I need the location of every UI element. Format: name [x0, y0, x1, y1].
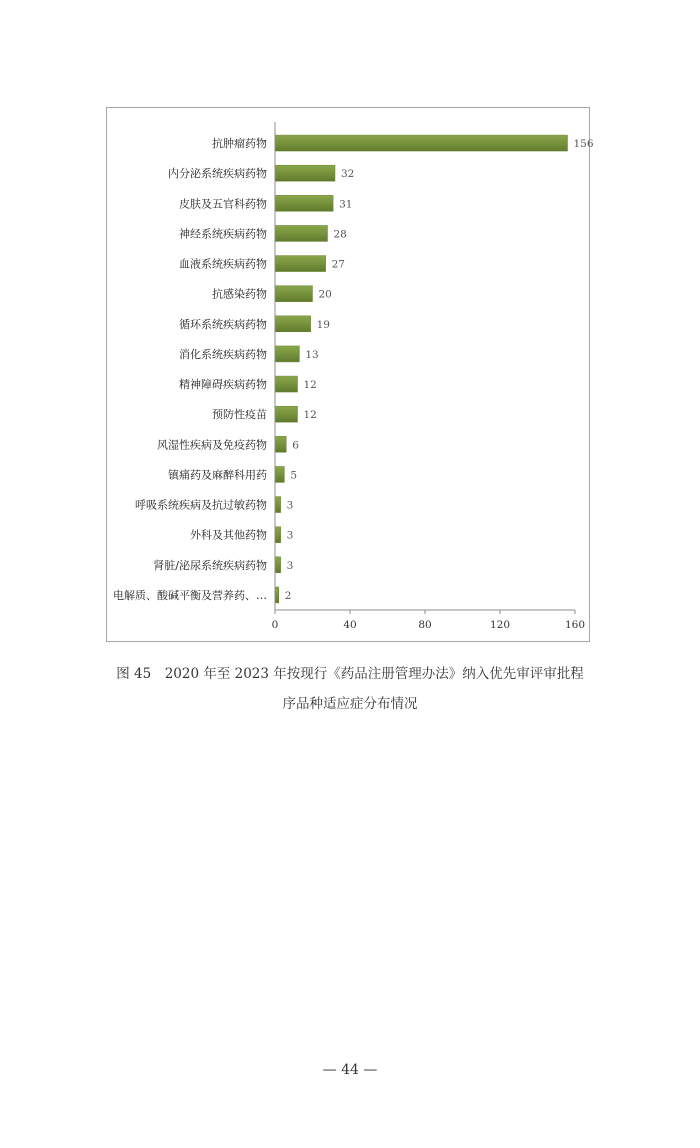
- bar: [275, 225, 328, 241]
- bar: [275, 286, 313, 302]
- data-label: 156: [573, 138, 594, 151]
- bar: [275, 497, 281, 513]
- data-label: 3: [286, 529, 294, 542]
- data-label: 20: [318, 288, 332, 301]
- category-label: 内分泌系统疾病药物: [168, 167, 267, 181]
- bar: [275, 436, 286, 452]
- category-label: 血液系统疾病药物: [179, 257, 267, 271]
- data-label: 28: [333, 228, 347, 241]
- bar: [275, 135, 568, 151]
- data-label: 12: [303, 379, 317, 392]
- category-label: 皮肤及五官科药物: [179, 197, 267, 211]
- chart-frame: [106, 107, 594, 642]
- bar: [275, 316, 311, 332]
- x-tick-label: 120: [489, 619, 511, 631]
- category-label: 预防性疫苗: [212, 408, 267, 422]
- data-label: 6: [292, 439, 299, 452]
- category-label: 神经系统疾病药物: [179, 227, 267, 241]
- bar: [275, 557, 281, 573]
- category-label: 肾脏/泌尿系统疾病药物: [153, 558, 267, 572]
- data-label: 2: [284, 589, 292, 602]
- page-number: — 44 —: [322, 1062, 378, 1078]
- bar: [275, 376, 298, 392]
- category-label: 电解质、酸碱平衡及营养药、…: [113, 588, 267, 602]
- x-tick-label: 0: [271, 619, 279, 631]
- bar: [275, 466, 284, 482]
- x-tick-label: 80: [418, 619, 432, 631]
- bars-layer: [275, 135, 568, 603]
- bar: [275, 406, 298, 422]
- data-label: 12: [303, 409, 317, 422]
- data-label: 32: [341, 168, 355, 181]
- category-label: 镇痛药及麻醉科用药: [168, 468, 267, 482]
- bar: [275, 165, 335, 181]
- figure-caption: [0, 659, 700, 719]
- category-label: 风湿性疾病及免疫药物: [157, 438, 267, 452]
- category-label: 外科及其他药物: [190, 528, 267, 542]
- bar: [275, 587, 279, 603]
- category-label: 抗肿瘤药物: [212, 137, 267, 151]
- caption-line-2: 序品种适应症分布情况: [282, 696, 418, 712]
- caption-line-1: 图 45 2020 年至 2023 年按现行《药品注册管理办法》纳入优先审评审批程: [116, 666, 584, 682]
- category-label: 抗感染药物: [212, 287, 267, 301]
- data-label: 13: [305, 348, 319, 361]
- bar: [275, 527, 281, 543]
- category-label: 循环系统疾病药物: [179, 317, 267, 331]
- data-label: 31: [339, 198, 353, 211]
- bar: [275, 256, 326, 272]
- data-label: 5: [290, 469, 298, 482]
- x-tick-label: 160: [564, 619, 586, 631]
- axis-layer: [113, 122, 594, 631]
- data-label: 19: [316, 318, 330, 331]
- category-label: 精神障碍疾病药物: [179, 378, 267, 392]
- bar-chart: [107, 108, 594, 643]
- data-label: 27: [331, 258, 345, 271]
- bar: [275, 346, 299, 362]
- category-label: 消化系统疾病药物: [179, 347, 267, 361]
- x-tick-label: 40: [343, 619, 357, 631]
- data-label: 3: [286, 499, 294, 512]
- data-label: 3: [286, 559, 294, 572]
- bar: [275, 195, 333, 211]
- category-label: 呼吸系统疾病及抗过敏药物: [135, 498, 267, 512]
